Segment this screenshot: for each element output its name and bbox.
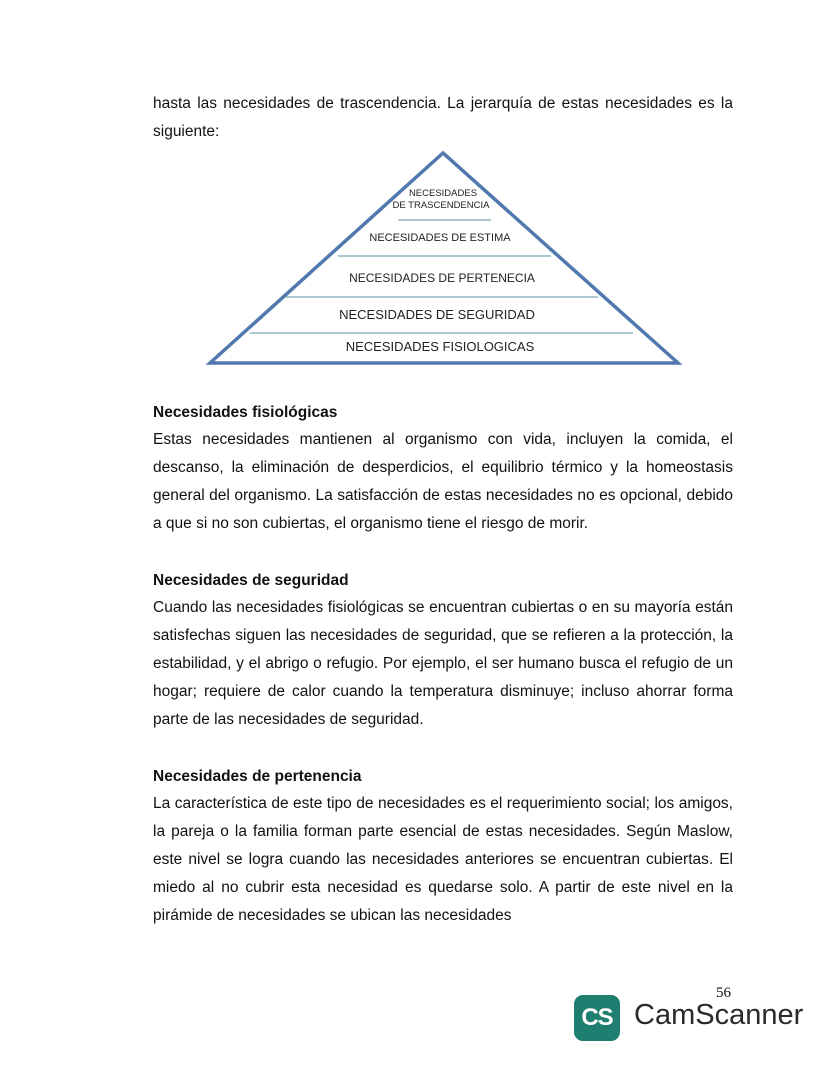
camscanner-logo-text: CamScanner <box>634 999 804 1031</box>
maslow-pyramid-diagram <box>205 150 685 370</box>
page-number: 56 <box>716 985 731 1001</box>
section-body-fisiologicas: Estas necesidades mantienen al organismo con vida, incluyen la comida, el descanso, la eliminación de desperdicios, el equilibrio térmico y la homeostasis general del organismo. La satisfacción de estas necesidades no es opcional, debido a que si no son cubiertas, el organismo tiene el riesgo de morir. <box>153 431 733 532</box>
pyramid-level-trascendencia-line1: NECESIDADES <box>408 188 478 199</box>
pyramid-level-seguridad: NECESIDADES DE SEGURIDAD <box>339 307 535 322</box>
section-heading-fisiologicas: Necesidades fisiológicas <box>153 404 338 421</box>
section-body-seguridad: Cuando las necesidades fisiológicas se encuentran cubiertas o en su mayoría están satisfechas siguen las necesidades de seguridad, que se refieren a la protección, la estabilidad, y el abrigo o refugio. Por ejemplo, el ser humano busca el refugio de un hogar; requiere de calor cuando la temperatura disminuye; incluso ahorrar forma parte de las necesidades de seguridad. <box>153 599 733 728</box>
section-heading-pertenencia: Necesidades de pertenencia <box>153 768 362 785</box>
pyramid-level-fisiologicas: NECESIDADES FISIOLOGICAS <box>345 339 535 354</box>
pyramid-level-estima: NECESIDADES DE ESTIMA <box>369 232 511 244</box>
pyramid-outline <box>210 153 678 363</box>
camscanner-watermark <box>574 995 804 1041</box>
camscanner-logo-icon: CS <box>574 995 620 1041</box>
section-heading-seguridad: Necesidades de seguridad <box>153 572 349 589</box>
pyramid-level-pertenecia: NECESIDADES DE PERTENECIA <box>349 271 535 285</box>
section-body-pertenencia: La característica de este tipo de necesidades es el requerimiento social; los amigos, la pareja o la familia forman parte esencial de estas necesidades. Según Maslow, este nivel se logra cuando las necesidades anteriores se encuentran cubiertas. El miedo al no cubrir esta necesidad es quedarse solo. A partir de este nivel en la pirámide de necesidades se ubican las necesidades <box>153 795 733 924</box>
pyramid-level-trascendencia-line2: DE TRASCENDENCIA <box>392 200 490 211</box>
intro-paragraph: hasta las necesidades de trascendencia. La jerarquía de estas necesidades es la siguiente: <box>153 95 733 140</box>
